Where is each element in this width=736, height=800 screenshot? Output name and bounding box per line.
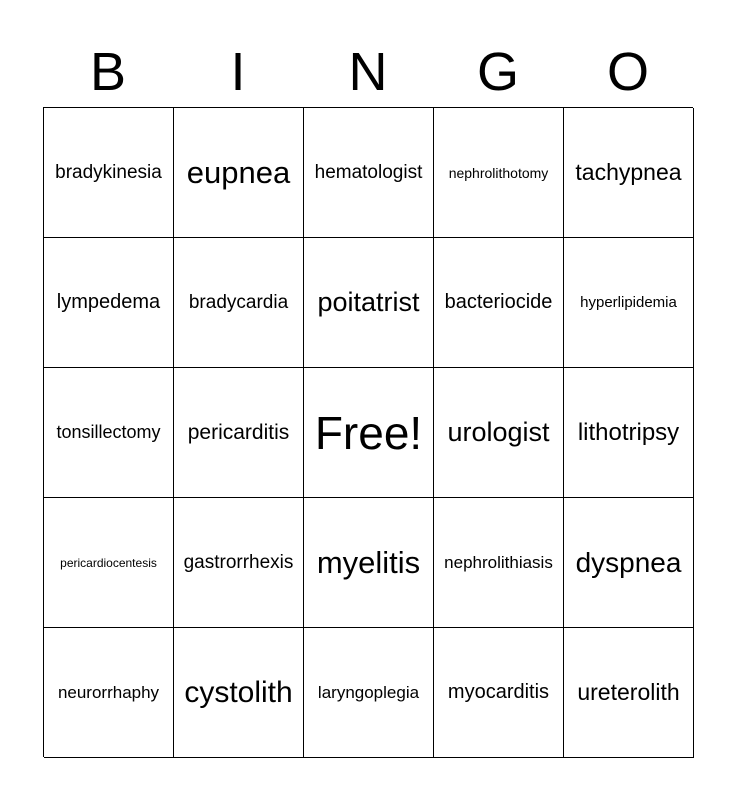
bingo-cell-label: myelitis [316, 544, 421, 580]
bingo-cell[interactable] [564, 498, 694, 628]
bingo-cell[interactable] [44, 628, 174, 758]
bingo-cell[interactable] [434, 628, 564, 758]
bingo-cell-label: hyperlipidemia [580, 294, 677, 311]
bingo-cell-label: myocarditis [447, 681, 550, 703]
bingo-cell[interactable] [44, 368, 174, 498]
header-letter-o: O [606, 42, 649, 102]
bingo-cell-label: eupnea [186, 154, 291, 190]
bingo-cell-label: lympedema [56, 291, 161, 313]
bingo-cell[interactable] [174, 498, 304, 628]
bingo-cell[interactable] [564, 628, 694, 758]
bingo-cell[interactable] [44, 498, 174, 628]
bingo-cell[interactable] [564, 238, 694, 368]
bingo-cell-label: dyspnea [575, 546, 682, 578]
bingo-cell-label: tachypnea [575, 159, 682, 185]
bingo-cell[interactable] [304, 498, 434, 628]
bingo-cell-label: bradycardia [188, 291, 289, 313]
header-letter-g: G [476, 42, 519, 102]
header-letter-i: I [230, 42, 246, 102]
bingo-cell-label: lithotripsy [577, 418, 680, 446]
bingo-cell-label: nephrolithotomy [448, 164, 549, 181]
bingo-cell-label: Free! [314, 406, 423, 459]
bingo-cell[interactable] [564, 108, 694, 238]
bingo-cell[interactable] [304, 628, 434, 758]
bingo-cell-label: hematologist [314, 161, 423, 183]
bingo-cell[interactable] [44, 108, 174, 238]
bingo-board [43, 107, 693, 757]
bingo-cell-label: gastrorrhexis [183, 551, 294, 573]
bingo-cell-label: tonsillectomy [56, 422, 161, 442]
bingo-cell[interactable] [434, 238, 564, 368]
bingo-cell-label: laryngoplegia [317, 682, 420, 702]
bingo-cell[interactable] [434, 108, 564, 238]
bingo-cell[interactable] [564, 368, 694, 498]
header-letter-b: B [89, 42, 127, 102]
bingo-cell-label: bacteriocide [444, 291, 553, 313]
bingo-cell-label: pericardiocentesis [60, 555, 157, 570]
bingo-cell-label: cystolith [184, 675, 293, 709]
bingo-cell-label: ureterolith [577, 679, 680, 705]
header-letter-n: N [348, 42, 388, 102]
bingo-cell[interactable] [174, 238, 304, 368]
bingo-cell[interactable] [174, 628, 304, 758]
bingo-cell-label: poitatrist [317, 287, 420, 317]
bingo-cell-label: bradykinesia [55, 161, 162, 183]
bingo-cell[interactable] [434, 498, 564, 628]
bingo-cell[interactable] [304, 368, 434, 498]
bingo-cell-label: urologist [447, 417, 550, 447]
bingo-cell[interactable] [434, 368, 564, 498]
bingo-cell[interactable] [304, 238, 434, 368]
bingo-cell-label: neurorrhaphy [57, 682, 160, 702]
bingo-cell[interactable] [304, 108, 434, 238]
bingo-cell-label: pericarditis [187, 420, 290, 444]
bingo-cell[interactable] [44, 238, 174, 368]
bingo-header [43, 42, 693, 102]
bingo-cell[interactable] [174, 108, 304, 238]
bingo-cell[interactable] [174, 368, 304, 498]
bingo-cell-label: nephrolithiasis [444, 552, 553, 572]
